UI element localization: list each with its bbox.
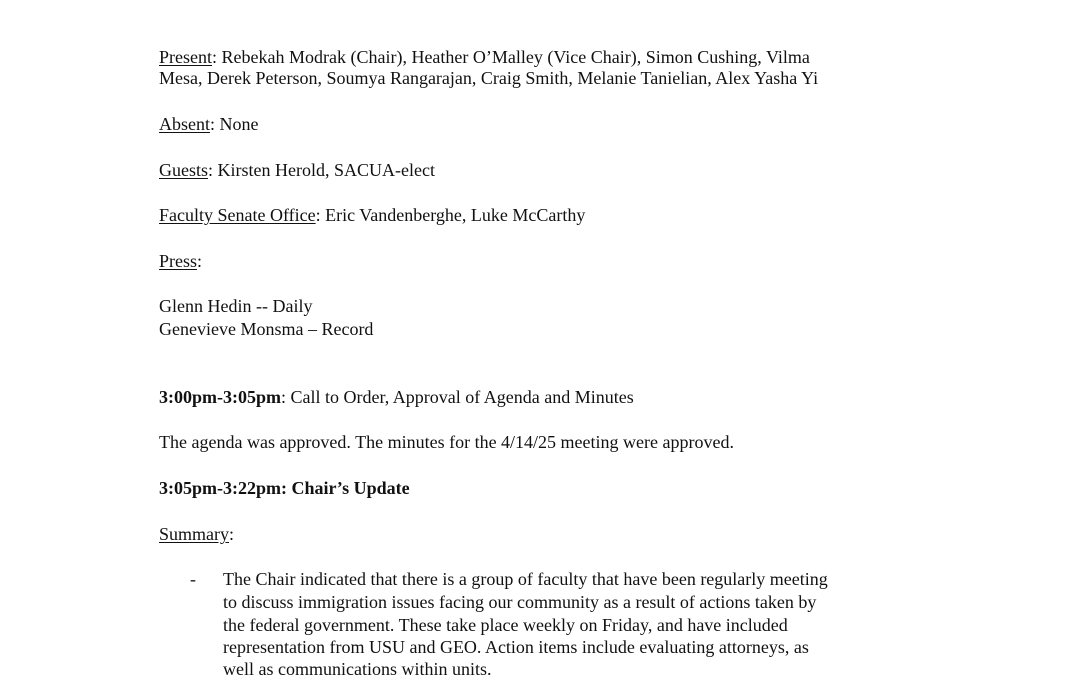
absent-label: Absent <box>159 114 210 134</box>
present-names: : Rebekah Modrak (Chair), Heather O’Malley (Vice Chair), Simon Cushing, Vilma <box>212 47 810 67</box>
bullet-line: representation from USU and GEO. Action items include evaluating attorneys, as <box>223 637 809 657</box>
guests-label: Guests <box>159 160 208 180</box>
press-label: Press <box>159 251 198 271</box>
guests-line <box>159 159 435 181</box>
absent-value: : None <box>210 114 259 134</box>
summary-line <box>159 523 234 545</box>
guests-value: : Kirsten Herold, SACUA-elect <box>208 160 435 180</box>
bullet-line: well as communications within units. <box>223 659 492 679</box>
press-member: Glenn Hedin -- Daily <box>159 296 313 316</box>
agenda-item-2-heading: 3:05pm-3:22pm: Chair’s Update <box>159 478 410 498</box>
office-value: : Eric Vandenberghe, Luke McCarthy <box>315 205 586 225</box>
bullet-line: the federal government. These take place weekly on Friday, and have included <box>223 615 788 635</box>
summary-label: Summary <box>159 524 229 544</box>
bullet-marker: - <box>190 569 196 589</box>
agenda-item-1-text: The agenda was approved. The minutes for the 4/14/25 meeting were approved. <box>159 432 734 452</box>
present-line-1 <box>159 46 810 68</box>
present-label: Present <box>159 47 212 67</box>
absent-line <box>159 113 259 135</box>
office-label: Faculty Senate Office <box>159 205 316 225</box>
agenda-item-1 <box>159 386 634 408</box>
bullet-line: to discuss immigration issues facing our community as a result of actions taken by <box>223 592 817 612</box>
press-colon: : <box>197 251 203 271</box>
press-member: Genevieve Monsma – Record <box>159 319 374 339</box>
agenda-item-1-time: 3:00pm-3:05pm <box>159 387 281 407</box>
present-line-2: Mesa, Derek Peterson, Soumya Rangarajan, Craig Smith, Melanie Tanielian, Alex Yasha Yi <box>159 68 819 88</box>
summary-colon: : <box>229 524 235 544</box>
office-line <box>159 204 585 226</box>
press-line <box>159 250 202 272</box>
bullet-line: The Chair indicated that there is a group of faculty that have been regularly meeting <box>223 569 828 589</box>
agenda-item-1-title: : Call to Order, Approval of Agenda and Minutes <box>281 387 634 407</box>
